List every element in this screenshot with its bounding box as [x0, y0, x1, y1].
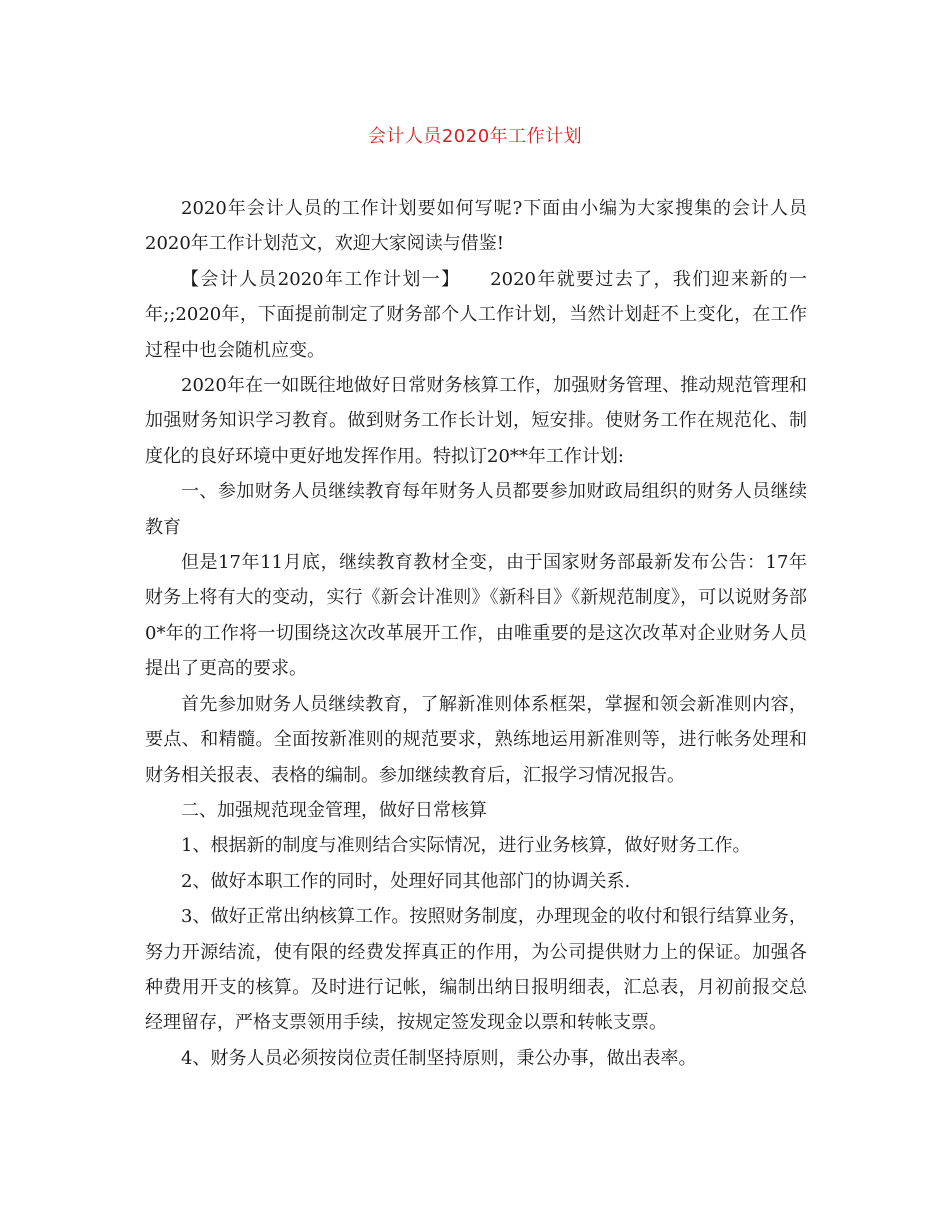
- paragraph-overview: 2020年在一如既往地做好日常财务核算工作，加强财务管理、推动规范管理和加强财务知识学习教育。做到财务工作长计划，短安排。使财务工作在规范化、制度化的良好环境中更好地发挥作用。特拟订20**年工作计划:: [145, 375, 807, 467]
- paragraph-item-2: 2、做好本职工作的同时，处理好同其他部门的协调关系.: [181, 870, 631, 892]
- paragraph-education: 首先参加财务人员继续教育，了解新准则体系框架，掌握和领会新准则内容，要点、和精髓。全面按新准则的规范要求，熟练地运用新准则等，进行帐务处理和财务相关报表、表格的编制。参加继续教育后，汇报学习情况报告。: [145, 693, 807, 786]
- paragraph-section-one: 一、参加财务人员继续教育每年财务人员都要参加财政局组织的财务人员继续教育: [145, 481, 807, 538]
- paragraph-item-4: 4、财务人员必须按岗位责任制坚持原则，秉公办事，做出表率。: [181, 1047, 697, 1069]
- paragraph-item-1: 1、根据新的制度与准则结合实际情况，进行业务核算，做好财务工作。: [181, 835, 751, 857]
- paragraph-section-two: 二、加强规范现金管理，做好日常核算: [181, 799, 487, 821]
- paragraph-intro: 2020年会计人员的工作计划要如何写呢?下面由小编为大家搜集的会计人员2020年工作计划范文，欢迎大家阅读与借鉴!: [145, 198, 807, 255]
- document-title: 会计人员2020年工作计划: [367, 126, 583, 147]
- paragraph-plan-one-heading: 【会计人员2020年工作计划一】 2020年就要过去了，我们迎来新的一年;;2020年，下面提前制定了财务部个人工作计划，当然计划赶不上变化，在工作过程中也会随机应变。: [145, 268, 807, 361]
- paragraph-item-3: 3、做好正常出纳核算工作。按照财务制度，办理现金的收付和银行结算业务，努力开源结流，使有限的经费发挥真正的作用，为公司提供财力上的保证。加强各种费用开支的核算。及时进行记帐，编制出纳日报明细表，汇总表，月初前报交总经理留存，严格支票领用手续，按规定签发现金以票和转帐支票。: [145, 906, 807, 1034]
- paragraph-reform: 但是17年11月底，继续教育教材全变，由于国家财务部最新发布公告：17年财务上将有大的变动，实行《新会计准则》《新科目》《新规范制度》，可以说财务部0*年的工作将一切围绕这次改革展开工作，由唯重要的是这次改革对企业财务人员提出了更高的要求。: [145, 552, 807, 680]
- document-body: [145, 191, 807, 1076]
